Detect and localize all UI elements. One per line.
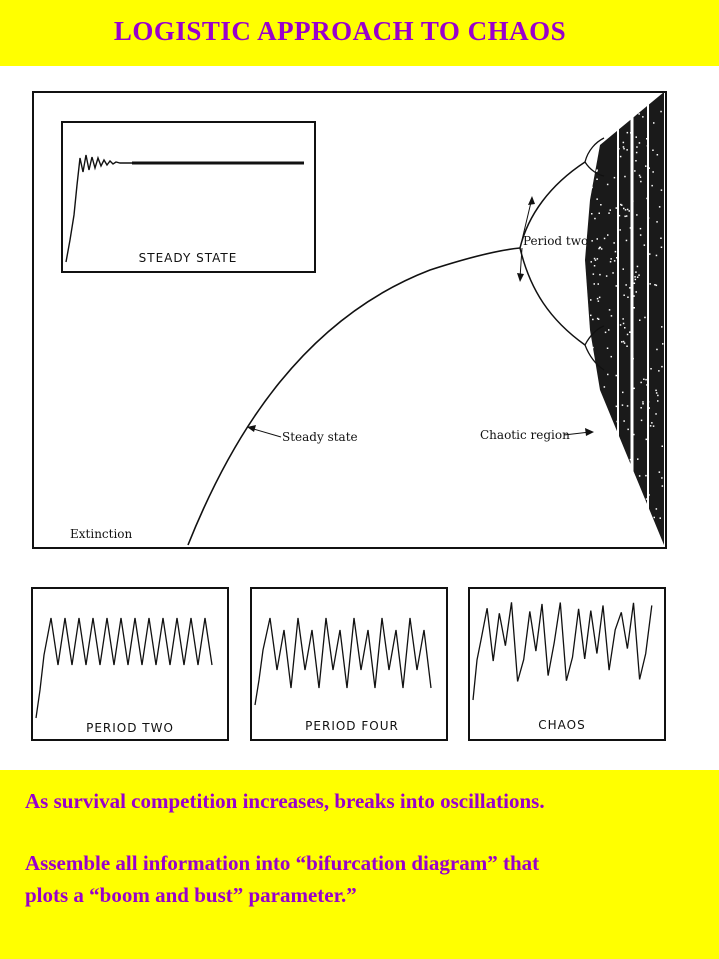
chaos-speckle-dot: [624, 476, 626, 478]
chaos-speckle-dot: [656, 392, 658, 394]
chaos-speckle-dot: [662, 446, 664, 448]
panel-label-period-four: PERIOD FOUR: [305, 719, 399, 733]
chaos-speckle-dot: [623, 142, 625, 144]
chaos-speckle-dot: [602, 111, 604, 113]
chaos-speckle-dot: [620, 324, 622, 326]
chaos-speckle-dot: [624, 342, 626, 344]
chaos-speckle-dot: [596, 198, 598, 200]
chaos-speckle-dot: [611, 315, 613, 317]
chaos-speckle-dot: [657, 395, 659, 397]
chaos-speckle-dot: [649, 253, 651, 255]
chaos-speckle-dot: [624, 216, 626, 218]
chaos-speckle-dot: [603, 444, 605, 446]
chaos-speckle-dot: [637, 266, 639, 268]
chaos-speckle-dot: [596, 170, 598, 172]
chaos-speckle-dot: [594, 218, 596, 220]
chaos-speckle-dot: [624, 516, 626, 518]
chaos-speckle-dot: [634, 170, 636, 172]
chaos-speckle-dot: [613, 242, 615, 244]
steady-state-inset: [62, 122, 315, 272]
chaos-speckle-dot: [644, 317, 646, 319]
chaos-speckle-dot: [608, 413, 610, 415]
chaos-speckle-dot: [596, 179, 598, 181]
chaos-speckle-dot: [627, 429, 629, 431]
chaos-speckle-dot: [656, 221, 658, 223]
chaos-speckle-dot: [636, 291, 638, 293]
chaos-speckle-dot: [598, 300, 600, 302]
chaos-speckle-dot: [615, 501, 617, 503]
chaos-speckle-dot: [626, 240, 628, 242]
chaos-speckle-dot: [619, 123, 621, 125]
chaos-speckle-dot: [639, 475, 641, 477]
chaos-speckle-dot: [633, 388, 635, 390]
chaos-speckle-dot: [652, 171, 654, 173]
chaos-speckle-dot: [637, 277, 639, 279]
chaos-speckle-dot: [605, 416, 607, 418]
chaos-speckle-dot: [634, 515, 636, 517]
chaos-speckle-dot: [640, 181, 642, 183]
chaos-speckle-dot: [596, 499, 598, 501]
chaos-speckle-dot: [610, 209, 612, 211]
chaos-speckle-dot: [623, 462, 625, 464]
chaos-speckle-dot: [635, 160, 637, 162]
chaos-speckle-dot: [623, 148, 625, 150]
chaos-speckle-dot: [624, 176, 626, 178]
chaos-speckle-dot: [634, 276, 636, 278]
chaos-speckle-dot: [649, 283, 651, 285]
chaos-speckle-dot: [610, 261, 612, 263]
chaos-speckle-dot: [622, 318, 624, 320]
chaos-speckle-dot: [604, 238, 606, 240]
chaos-speckle-dot: [600, 204, 602, 206]
chaos-speckle-dot: [599, 416, 601, 418]
chaos-speckle-dot: [640, 176, 642, 178]
chaos-speckle-dot: [597, 526, 599, 528]
chaos-speckle-dot: [618, 497, 620, 499]
chaos-speckle-dot: [600, 408, 602, 410]
chaos-speckle-dot: [613, 453, 615, 455]
chaos-speckle-dot: [644, 244, 646, 246]
chaotic-region-label: Chaotic region: [480, 428, 570, 442]
chaos-speckle-dot: [650, 368, 652, 370]
chaos-speckle-dot: [621, 341, 623, 343]
chaos-speckle-dot: [601, 248, 603, 250]
chaos-speckle-dot: [610, 512, 612, 514]
chaos-speckle-dot: [655, 413, 657, 415]
chaos-speckle-dot: [594, 283, 596, 285]
chaos-speckle-dot: [645, 475, 647, 477]
chaos-speckle-dot: [652, 150, 654, 152]
chaos-speckle-dot: [636, 152, 638, 154]
inset-label: STEADY STATE: [138, 251, 238, 265]
chaos-speckle-dot: [596, 119, 598, 121]
chaos-speckle-dot: [597, 318, 599, 320]
chaos-speckle-dot: [615, 122, 617, 124]
chaos-speckle-dot: [625, 209, 627, 211]
chaos-speckle-dot: [656, 349, 658, 351]
chaos-speckle-dot: [590, 521, 592, 523]
panel-label-chaos: CHAOS: [538, 718, 586, 732]
chaos-speckle-dot: [623, 420, 625, 422]
chaos-speckle-dot: [622, 404, 624, 406]
chaos-speckle-dot: [651, 422, 653, 424]
chaos-speckle-dot: [636, 146, 638, 148]
chaos-speckle-dot: [653, 425, 655, 427]
chaos-speckle-dot: [641, 420, 643, 422]
chaos-speckle-dot: [599, 488, 601, 490]
chaos-speckle-dot: [634, 307, 636, 309]
chaos-speckle-dot: [609, 309, 611, 311]
chaos-speckle-dot: [607, 374, 609, 376]
chaos-speckle-dot: [599, 297, 601, 299]
chaos-speckle-dot: [599, 213, 601, 215]
chaos-speckle-dot: [607, 184, 609, 186]
chaos-speckle-dot: [600, 115, 602, 117]
chaos-speckle-dot: [655, 390, 657, 392]
chaos-speckle-dot: [657, 400, 659, 402]
chaos-speckle-dot: [662, 485, 664, 487]
chaos-speckle-dot: [661, 326, 663, 328]
chaos-speckle-dot: [632, 494, 634, 496]
chaos-speckle-dot: [591, 261, 593, 263]
chaos-speckle-dot: [630, 491, 632, 493]
chaos-speckle-dot: [634, 283, 636, 285]
chaos-speckle-dot: [591, 120, 593, 122]
period-two-label: Period two: [523, 234, 589, 248]
chaos-speckle-dot: [627, 334, 629, 336]
extinction-label: Extinction: [70, 527, 133, 541]
chaos-speckle-dot: [629, 287, 631, 289]
chaos-speckle-dot: [661, 366, 663, 368]
chaos-speckle-dot: [623, 323, 625, 325]
chaos-speckle-dot: [638, 113, 640, 115]
chaos-speckle-dot: [625, 284, 627, 286]
chaos-speckle-dot: [596, 139, 598, 141]
chaos-speckle-dot: [639, 175, 641, 177]
chaos-speckle-dot: [595, 422, 597, 424]
chaos-speckle-dot: [614, 260, 616, 262]
chaos-speckle-dot: [613, 119, 615, 121]
chaos-speckle-dot: [608, 329, 610, 331]
chaos-speckle-dot: [613, 491, 615, 493]
chaos-speckle-dot: [600, 414, 602, 416]
chaos-speckle-dot: [603, 524, 605, 526]
chaos-speckle-dot: [662, 343, 664, 345]
chaos-speckle-dot: [611, 438, 613, 440]
chaos-speckle-dot: [638, 274, 640, 276]
chaos-speckle-dot: [656, 255, 658, 257]
chaos-speckle-dot: [623, 295, 625, 297]
chaos-speckle-dot: [637, 458, 639, 460]
chaos-speckle-dot: [608, 481, 610, 483]
chaos-speckle-dot: [630, 526, 632, 528]
chaos-speckle-dot: [661, 247, 663, 249]
chaos-speckle-dot: [643, 379, 645, 381]
chaos-speckle-dot: [652, 528, 654, 530]
chaos-speckle-dot: [640, 234, 642, 236]
chaos-speckle-dot: [639, 320, 641, 322]
chaos-speckle-dot: [623, 146, 625, 148]
chaos-speckle-dot: [629, 506, 631, 508]
chaos-speckle-dot: [645, 165, 647, 167]
chaos-speckle-dot: [593, 273, 595, 275]
footer-line-2b: plots a “boom and bust” parameter.”: [25, 883, 357, 907]
chaos-speckle-dot: [612, 272, 614, 274]
page-title: LOGISTIC APPROACH TO CHAOS: [113, 16, 567, 46]
chaos-speckle-dot: [600, 247, 602, 249]
chaos-speckle-dot: [619, 229, 621, 231]
chaos-speckle-dot: [591, 213, 593, 215]
chaos-speckle-dot: [629, 210, 631, 212]
chaos-speckle-dot: [615, 251, 617, 253]
chaos-speckle-dot: [624, 112, 626, 114]
chaos-speckle-dot: [640, 407, 642, 409]
chaos-speckle-dot: [618, 507, 620, 509]
chaos-speckle-dot: [657, 154, 659, 156]
chaos-speckle-dot: [642, 401, 644, 403]
chaos-speckle-dot: [624, 474, 626, 476]
chaos-speckle-dot: [610, 432, 612, 434]
chaos-speckle-dot: [591, 428, 593, 430]
chaos-speckle-dot: [608, 212, 610, 214]
chaos-speckle-dot: [616, 285, 618, 287]
chaos-speckle-dot: [603, 126, 605, 128]
chaos-speckle-dot: [622, 392, 624, 394]
chaos-speckle-dot: [651, 185, 653, 187]
chaos-speckle-dot: [606, 275, 608, 277]
chaos-speckle-dot: [616, 375, 618, 377]
chaos-speckle-dot: [625, 526, 627, 528]
chaos-speckle-dot: [605, 332, 607, 334]
chaos-speckle-dot: [603, 131, 605, 133]
chaos-speckle-dot: [660, 517, 662, 519]
chaos-speckle-dot: [590, 299, 592, 301]
chaos-speckle-dot: [607, 234, 609, 236]
chaos-speckle-dot: [613, 498, 615, 500]
chaos-speckle-dot: [591, 440, 593, 442]
chaos-speckle-dot: [651, 524, 653, 526]
chaos-speckle-dot: [645, 379, 647, 381]
chaos-speckle-dot: [601, 435, 603, 437]
chaos-speckle-dot: [636, 136, 638, 138]
chaos-speckle-dot: [640, 382, 642, 384]
chaos-speckle-dot: [611, 356, 613, 358]
chaos-speckle-dot: [654, 284, 656, 286]
chaos-speckle-dot: [608, 509, 610, 511]
chaos-speckle-dot: [639, 142, 641, 144]
chaos-speckle-dot: [597, 298, 599, 300]
chaos-speckle-dot: [640, 228, 642, 230]
chaos-speckle-dot: [604, 386, 606, 388]
panel-label-period-two: PERIOD TWO: [86, 721, 174, 735]
bifurcation-figure: [0, 66, 719, 770]
chaos-speckle-dot: [612, 529, 614, 531]
chaos-speckle-dot: [636, 214, 638, 216]
chaos-speckle-dot: [635, 271, 637, 273]
chaos-speckle-dot: [654, 517, 656, 519]
chaos-speckle-dot: [627, 209, 629, 211]
chaos-speckle-dot: [658, 370, 660, 372]
chaos-speckle-dot: [592, 347, 594, 349]
chaos-speckle-dot: [591, 187, 593, 189]
chaos-speckle-dot: [626, 215, 628, 217]
chaos-speckle-dot: [592, 319, 594, 321]
chaos-speckle-dot: [627, 132, 629, 134]
chaos-speckle-dot: [623, 208, 625, 210]
chaos-speckle-dot: [627, 405, 629, 407]
chaos-speckle-dot: [653, 122, 655, 124]
chaos-speckle-dot: [635, 279, 637, 281]
chaos-speckle-dot: [616, 406, 618, 408]
chaos-speckle-dot: [623, 341, 625, 343]
chaos-speckle-dot: [614, 177, 616, 179]
steady-state-label: Steady state: [282, 430, 358, 444]
chaos-speckle-dot: [612, 509, 614, 511]
chaos-speckle-dot: [594, 258, 596, 260]
chaos-speckle-dot: [621, 204, 623, 206]
chaos-speckle-dot: [626, 346, 628, 348]
chaos-speckle-dot: [620, 156, 622, 158]
chaos-speckle-dot: [629, 331, 631, 333]
chaos-speckle-dot: [592, 362, 594, 364]
footer-line-1: As survival competition increases, breaks into oscillations.: [25, 789, 545, 813]
chaos-speckle-dot: [590, 315, 592, 317]
chaos-speckle-dot: [607, 421, 609, 423]
chaos-speckle-dot: [598, 248, 600, 250]
chaos-speckle-dot: [594, 265, 596, 267]
chaos-speckle-dot: [656, 285, 658, 287]
chaos-speckle-dot: [626, 149, 628, 151]
chaos-speckle-dot: [616, 207, 618, 209]
chaos-speckle-dot: [597, 258, 599, 260]
chaos-speckle-dot: [616, 521, 618, 523]
chaos-speckle-dot: [627, 297, 629, 299]
chaos-speckle-dot: [607, 348, 609, 350]
chaos-speckle-dot: [650, 425, 652, 427]
chaos-speckle-dot: [597, 238, 599, 240]
chaos-speckle-dot: [660, 111, 662, 113]
chaos-speckle-dot: [624, 327, 626, 329]
chaos-speckle-dot: [599, 443, 601, 445]
chaos-speckle-dot: [633, 295, 635, 297]
chaos-speckle-dot: [656, 508, 658, 510]
chaos-speckle-dot: [598, 283, 600, 285]
chaos-speckle-dot: [592, 175, 594, 177]
chaos-speckle-dot: [659, 206, 661, 208]
chaos-speckle-dot: [660, 238, 662, 240]
chaos-speckle-dot: [642, 116, 644, 118]
chaos-speckle-dot: [623, 268, 625, 270]
chaos-speckle-dot: [610, 258, 612, 260]
chaos-speckle-dot: [595, 259, 597, 261]
chaos-speckle-dot: [642, 403, 644, 405]
chaos-speckle-dot: [646, 439, 648, 441]
footer-line-2a: Assemble all information into “bifurcation diagram” that: [25, 851, 540, 875]
chaos-speckle-dot: [591, 240, 593, 242]
chaos-speckle-dot: [659, 471, 661, 473]
chaos-speckle-dot: [607, 459, 609, 461]
chaos-speckle-dot: [661, 189, 663, 191]
chaos-speckle-dot: [596, 480, 598, 482]
chaos-speckle-dot: [661, 477, 663, 479]
chaos-speckle-dot: [599, 274, 601, 276]
